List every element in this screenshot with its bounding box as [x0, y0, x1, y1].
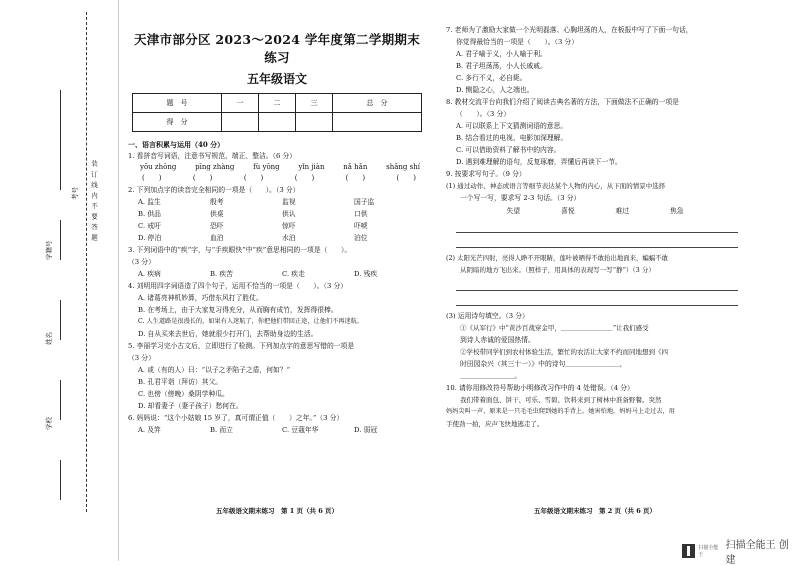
question-9-2-cont: 从阴暗的地方飞出来。（照样子，用具体的表现写一写“静”）（3 分）	[460, 266, 655, 274]
question-10: 10. 请你用修改符号帮助小明修改习作中的 4 处错误。（4 分）	[446, 384, 634, 392]
question-1: 1. 看拼音写词语，注意书写规范、端正、整洁。（6 分）	[128, 152, 297, 160]
score-row-label: 得 分	[133, 113, 222, 132]
option-row	[128, 268, 426, 280]
option[interactable]: C. 可以借助资料了解书中的内容。	[456, 146, 561, 154]
option[interactable]: A. 监生	[138, 198, 161, 206]
option-row	[128, 232, 426, 244]
answer-blanks	[128, 173, 426, 184]
question-3-score: （3 分）	[128, 258, 155, 266]
score-col: 二	[258, 94, 295, 113]
page-2-footer: 五年级语文期末练习 第 2 页（共 6 页）	[533, 507, 657, 515]
answer-line[interactable]	[456, 220, 738, 233]
question-9-1: (1) 通过动作、神态或语言等细节表达某个人物的内心，从下面的情景中选择	[446, 182, 666, 190]
pinyin-row	[128, 162, 426, 173]
pinyin: nǎ hǎn	[343, 163, 368, 171]
option[interactable]: D. 弱冠	[354, 426, 378, 434]
emotion-word: 焦急	[669, 207, 684, 215]
pinyin: shǎng shí	[386, 163, 420, 171]
question-3: 3. 下列词语中的“疾”字，与“手疾眼快”中“疾”意思相同的一项是（ ）。	[128, 246, 352, 254]
option[interactable]: D. 恻隐之心，人之端也。	[456, 86, 534, 94]
student-id-label: 学籍号	[45, 240, 53, 260]
answer-line[interactable]	[456, 293, 738, 306]
question-9-2: (2) 太阳光芒四射，亮得人睁不开眼睛，莲叶被晒得不敢抬出地面来，蝙蝠不敢	[446, 254, 668, 262]
option-row	[128, 208, 426, 220]
option-word: 供桌	[210, 210, 224, 218]
pinyin: pīng zhàng	[195, 163, 235, 171]
school-label: 学校	[45, 417, 53, 430]
passage-line: 手使劲一拍，应声飞快地逃走了。	[446, 420, 544, 428]
option[interactable]: C. 多行不义，必自毙。	[456, 74, 527, 82]
option[interactable]: C. 疾走	[282, 270, 305, 278]
emotion-word: 喜悦	[560, 207, 575, 215]
section-title: 一、语言积累与运用（40 分）	[128, 140, 225, 149]
page-1-footer: 五年级语文期末练习 第 1 页（共 6 页）	[215, 507, 339, 515]
question-4: 4. 刘明用四字词语造了四个句子，运用不恰当的一项是（ ）。（3 分）	[128, 282, 348, 290]
score-cell[interactable]	[333, 113, 422, 132]
scanner-logo-text: 扫描全能王	[698, 545, 719, 558]
question-5-score: （3 分）	[128, 354, 155, 362]
scanner-label: 扫描全能王 创建	[725, 540, 789, 566]
answer-line[interactable]	[456, 235, 738, 248]
exam-title: 天津市部分区 2023～2024 学年度第二学期期末练习	[133, 32, 421, 65]
answer-blank[interactable]: ( )	[396, 174, 416, 182]
score-cell[interactable]	[221, 113, 258, 132]
score-table	[132, 93, 422, 132]
question-7: 7. 老师为了激励大家做一个光明磊落、心胸坦荡的人，在板报中写了下面一句话，	[446, 26, 693, 34]
scanner-logo-icon	[682, 544, 695, 558]
option[interactable]: D. 遇到难理解的语句，反复琢磨，弄懂后再读下一节。	[456, 158, 622, 166]
exam-number-label: 考号	[71, 187, 79, 200]
score-cell[interactable]	[296, 113, 333, 132]
question-7-cont: 你觉得最恰当的一项是（ ）。（3 分）	[456, 38, 579, 46]
option[interactable]: B. 孔君平诣（拜访）其父。	[138, 378, 223, 386]
option[interactable]: C. 人生道路是很漫长的，如果有人迷航了，你把他们带回正途，让他们不再迷航。	[138, 318, 364, 325]
binding-warning: 装 订 线 内 不 要 答 题	[90, 160, 98, 242]
option[interactable]: B. 而立	[210, 426, 233, 434]
option-word: 恐吓	[210, 222, 224, 230]
emotion-word: 难过	[615, 207, 630, 215]
score-header: 题 号	[133, 94, 222, 113]
option[interactable]: D. 却看妻子（妻子孩子）愁何在。	[138, 402, 243, 410]
question-8-cont: （ ）。（3 分）	[456, 110, 511, 118]
option[interactable]: D. 残疾	[354, 270, 378, 278]
option[interactable]: A. 或（有的人）曰：“以子之矛陷子之盾，何如？”	[138, 366, 291, 374]
scanner-watermark	[682, 536, 794, 566]
question-6: 6. 妈妈说：“这个小姑娘 15 岁了，真可谓正值（ ）之年。”（3 分）	[128, 414, 344, 422]
answer-blank[interactable]: ( )	[345, 174, 366, 182]
option[interactable]: D. 自从买来去世后，她就很少打开门，去帮助身边的生活。	[138, 330, 318, 338]
option[interactable]: B. 在考场上，由于大家复习得充分，从而胸有成竹，发挥得很棒。	[138, 306, 338, 314]
score-col: 总 分	[333, 94, 422, 113]
option[interactable]: B. 疾苦	[210, 270, 233, 278]
option-word: 口供	[354, 210, 368, 218]
answer-blank[interactable]: ( )	[243, 174, 264, 182]
name-label: 姓名	[45, 332, 53, 345]
page-2	[446, 24, 744, 430]
page-1	[128, 0, 426, 436]
binding-strip	[0, 0, 119, 561]
pinyin: fù yōng	[253, 163, 280, 171]
question-9-3b: ②学校带同学们到农村体验生活，繁忙的农活让大家不约而同地想到《四	[460, 348, 668, 356]
pinyin: yōu zhōng	[140, 163, 177, 171]
option[interactable]: B. 君子坦荡荡，小人长戚戚。	[456, 62, 547, 70]
option[interactable]: C. 也傍（傍晚）桑阴学种瓜。	[138, 390, 229, 398]
option[interactable]: A. 可以联系上下文猜测词语的意思。	[456, 122, 568, 130]
option-row	[128, 424, 426, 436]
exam-subtitle: 五年级语文	[246, 72, 307, 86]
option-word: 殷考	[210, 198, 224, 206]
question-9-3a: ①《从军行》中“黄沙百战穿金甲，＿＿＿＿＿＿＿＿”让我们感受	[460, 324, 649, 332]
answer-line[interactable]	[456, 278, 738, 291]
option[interactable]: A. 疾病	[138, 270, 161, 278]
question-9: 9. 按要求写句子。（9 分）	[446, 170, 526, 178]
option[interactable]: B. 供品	[138, 210, 161, 218]
option-row	[128, 196, 426, 208]
passage-line: 妈妈尖叫一声，原来是一只毛毛虫爬到她的手背上。她害怕地，妈妈马上走过去，用	[446, 408, 675, 415]
option[interactable]: B. 结合看过的电视、电影加深理解。	[456, 134, 568, 142]
passage-line: 我们带着面包、饼干、可乐、雪碧、饮料来到了树林中准备野餐。突然	[460, 396, 662, 404]
emotion-word: 失望	[506, 207, 521, 215]
answer-blank[interactable]: ( )	[192, 174, 213, 182]
option-row	[128, 220, 426, 232]
option[interactable]: A. 君子喻于义，小人喻于利。	[456, 50, 547, 58]
option[interactable]: A. 诸葛亮神机妙算，巧借东风打了胜仗。	[138, 294, 263, 302]
score-col: 三	[296, 94, 333, 113]
option-word: 泊位	[354, 234, 368, 242]
question-8: 8. 教材交流平台向我们介绍了阅读古典名著的方法，下面做法不正确的一项是	[446, 98, 679, 106]
option[interactable]: C. 豆蔻年华	[282, 426, 319, 434]
option-word: 吓唬	[354, 222, 368, 230]
question-9-3: (3) 运用诗句填空。（3 分）	[446, 312, 529, 320]
emotion-words	[446, 204, 744, 218]
option[interactable]: D. 停泊	[138, 234, 162, 242]
question-5: 5. 李丽学习完小古文后，立即进行了检测。下列加点字的意思写错的一项是	[128, 342, 355, 350]
question-9-3a-cont: 到诗人赤诚的爱国热情。	[460, 336, 535, 344]
score-cell[interactable]	[258, 113, 295, 132]
option-word: 血泊	[210, 234, 224, 242]
score-col: 一	[221, 94, 258, 113]
option-word: 国子监	[354, 198, 375, 206]
pinyin: yǐn jiàn	[298, 163, 325, 171]
question-9-3b-cont: 时田园杂兴（其三十一）》中的诗句＿＿＿＿＿＿＿＿，	[460, 360, 627, 368]
option-word: 监视	[282, 198, 296, 206]
option-word: 水泊	[282, 234, 296, 242]
option[interactable]: A. 及笄	[138, 426, 161, 434]
question-9-1-cont: 一个写一写，要求写 2-3 句话。（3 分）	[460, 194, 581, 202]
answer-blank[interactable]: ( )	[142, 174, 162, 182]
answer-blank[interactable]: ( )	[294, 174, 315, 182]
question-2: 2. 下列加点字的读音完全相同的一项是（ ）。（3 分）	[128, 186, 300, 194]
question-9-3b-cont2: ＿＿＿＿＿＿＿＿。	[460, 372, 522, 380]
option[interactable]: C. 戒吁	[138, 222, 161, 230]
option-word: 供认	[282, 210, 296, 218]
option-word: 惊吓	[282, 222, 296, 230]
cut-line	[86, 12, 87, 512]
